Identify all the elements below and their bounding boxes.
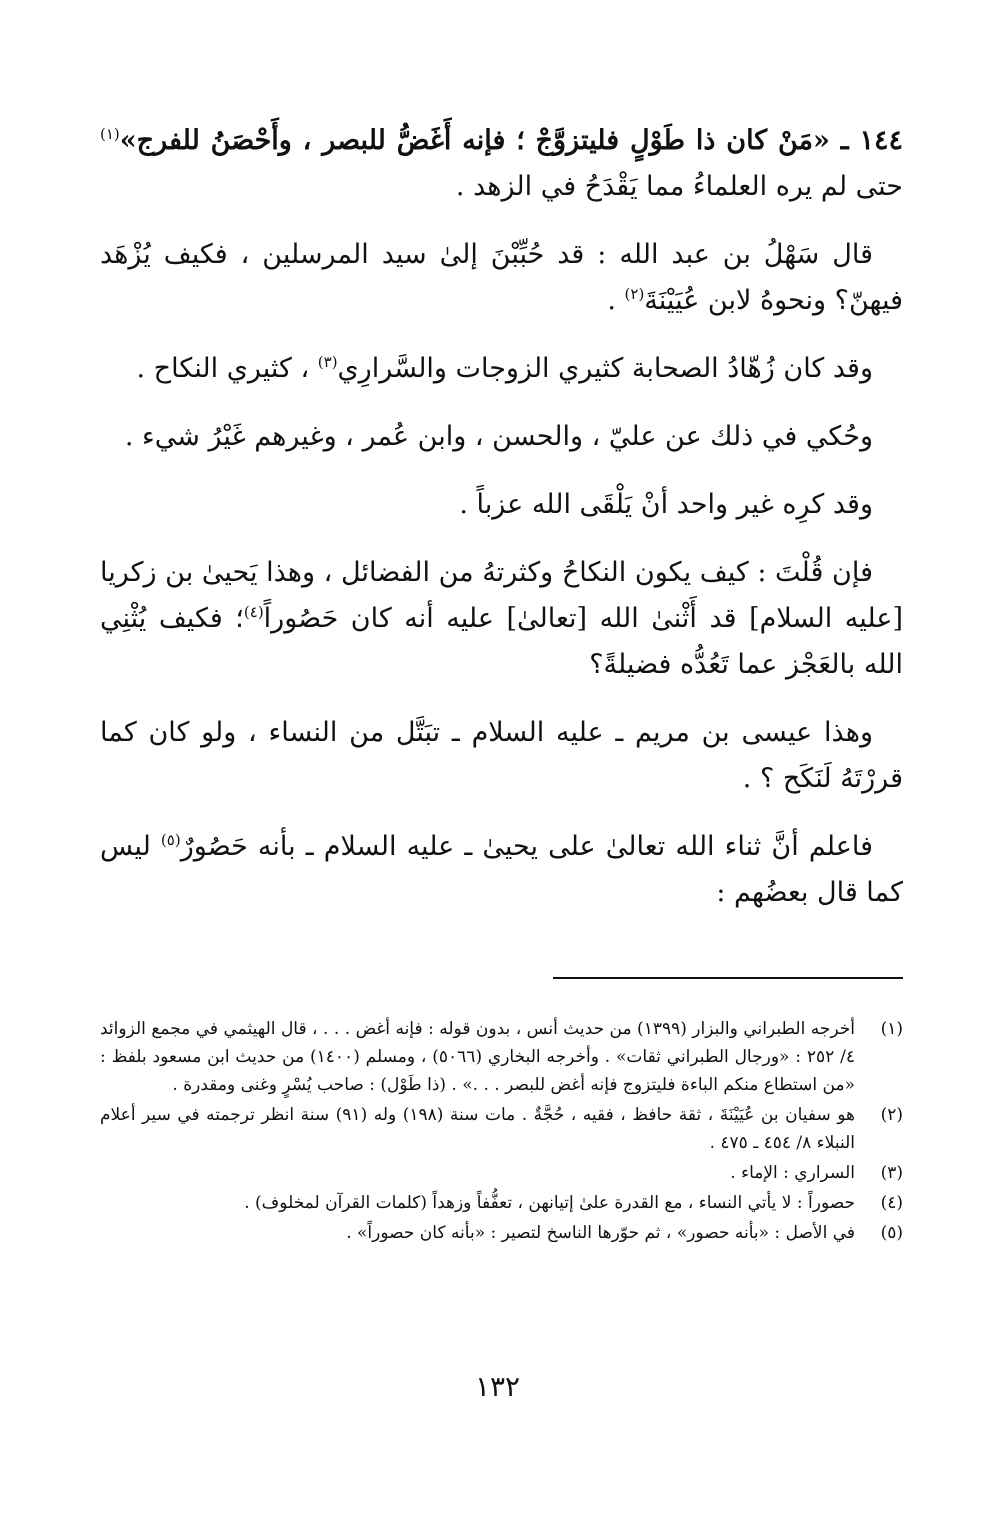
paragraph-text: ؛ فكيف يُثْنِي الله بالعَجْز عما تَعُدُّه فضيلةً؟ <box>100 603 903 680</box>
paragraph-hadith-144 <box>100 118 903 210</box>
footnote-item <box>100 1159 903 1187</box>
footnote-number: (٥) <box>880 1223 903 1243</box>
footnote-separator <box>553 977 903 979</box>
footnote-number: (٤) <box>880 1193 903 1213</box>
footnote-number: (١) <box>880 1019 903 1039</box>
footnote-item <box>100 1189 903 1217</box>
footnote-ref[interactable]: (٥) <box>160 831 181 849</box>
paragraph-narrated <box>100 414 903 460</box>
paragraph-text: وقد كان زُهّادُ الصحابة كثيري الزوجات والسَّرارِي <box>337 353 873 384</box>
paragraph-text: ، كثيري النكاح . <box>136 353 318 384</box>
paragraph-answer <box>100 824 903 916</box>
paragraph-celibacy <box>100 482 903 528</box>
main-text <box>100 118 903 938</box>
footnote-item <box>100 1219 903 1247</box>
paragraph-isa <box>100 710 903 802</box>
paragraph-text: . <box>607 285 625 316</box>
footnote-ref[interactable]: (٣) <box>317 353 338 371</box>
paragraph-companions <box>100 346 903 392</box>
paragraph-text: قال سَهْلُ بن عبد الله : قد حُبِّبْنَ إلىٰ سيد المرسلين ، فكيف يُزْهَد فيهنّ؟ ونحوهُ لابن عُيَيْنَةَ <box>100 239 903 316</box>
footnotes <box>100 1015 903 1249</box>
paragraph-text: حتى لم يره العلماءُ مما يَقْدَحُ في الزهد . <box>455 171 903 202</box>
footnote-item <box>100 1015 903 1099</box>
footnote-ref[interactable]: (٤) <box>243 603 264 621</box>
footnote-text: أخرجه الطبراني والبزار (١٣٩٩) من حديث أنس ، بدون قوله : فإنه أغض . . . ، قال الهيثمي في مجمع الزوائد ٤/ ٢٥٢ : «ورجال الطبراني ثقات» . وأخرجه البخاري (٥٠٦٦) ، ومسلم (١٤٠٠) من حديث ابن مسعود بلفظ : «من استطاع منكم الباءة فليتزوج فإنه أغض للبصر . . .» . (ذا طَوْل) : صاحب يُسْرٍ وغنى ومقدرة . <box>100 1019 855 1095</box>
footnote-item <box>100 1101 903 1157</box>
footnote-text: حصوراً : لا يأتي النساء ، مع القدرة علىٰ إتيانهن ، تعفُّفاً وزهداً (كلمات القرآن لمخلوف) . <box>244 1193 855 1213</box>
footnote-text: في الأصل : «بأنه حصور» ، ثم حوّرها الناسخ لتصير : «بأنه كان حصوراً» . <box>346 1223 855 1243</box>
paragraph-question <box>100 550 903 688</box>
hadith-quote: ١٤٤ ـ «مَنْ كان ذا طَوْلٍ فليتزوَّجْ ؛ فإنه أَغَضُّ للبصر ، وأَحْصَنُ للفرج» <box>119 125 903 156</box>
footnote-text: السراري : الإماء . <box>730 1163 855 1183</box>
footnote-number: (٣) <box>880 1163 903 1183</box>
paragraph-text: فاعلم أنَّ ثناء الله تعالىٰ على يحيىٰ ـ عليه السلام ـ بأنه حَصُورٌ <box>180 831 873 862</box>
paragraph-text: وحُكي في ذلك عن عليّ ، والحسن ، وابن عُمر ، وغيرهم غَيْرُ شيء . <box>124 421 873 452</box>
paragraph-text: فإن قُلْتَ : كيف يكون النكاحُ وكثرتهُ من الفضائل ، وهذا يَحيىٰ بن زكريا [عليه السلام] قد أَثْنىٰ الله [تعالىٰ] عليه أنه كان حَصُوراً <box>100 557 903 634</box>
footnote-text: هو سفيان بن عُيَيْنَةَ ، ثقة حافظ ، فقيه ، حُجَّةٌ . مات سنة (١٩٨) وله (٩١) سنة انظر ترجمته في سير أعلام النبلاء ٨/ ٤٥٤ ـ ٤٧٥ . <box>100 1105 855 1153</box>
footnote-number: (٢) <box>880 1105 903 1125</box>
paragraph-text: ليس كما قال بعضُهم : <box>100 831 903 908</box>
footnote-ref[interactable]: (٢) <box>624 285 645 303</box>
footnote-ref[interactable]: (١) <box>100 125 120 143</box>
paragraph-text: وقد كرِه غير واحد أنْ يَلْقَى الله عزباً . <box>459 489 873 520</box>
paragraph-text: وهذا عيسى بن مريم ـ عليه السلام ـ تبَتَّل من النساء ، ولو كان كما قررْتَهُ لَنَكَح ؟ . <box>100 717 903 794</box>
page-number: ١٣٢ <box>474 1370 521 1403</box>
paragraph-sahl <box>100 232 903 324</box>
